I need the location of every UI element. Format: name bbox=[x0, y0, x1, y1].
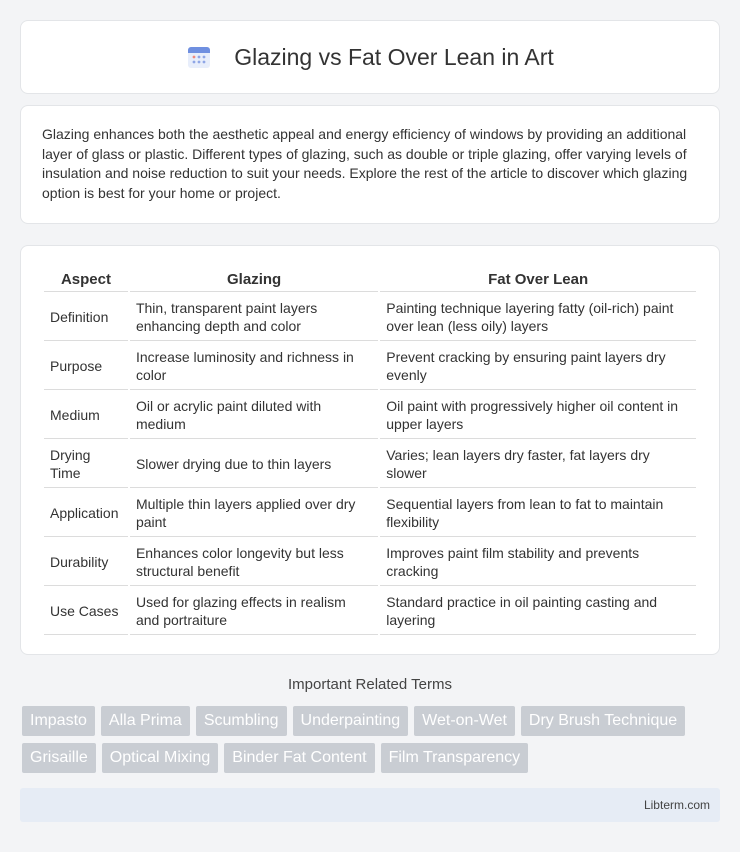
row-fat-over-lean: Painting technique layering fatty (oil-rich) paint over lean (less oily) layers bbox=[380, 294, 696, 341]
table-row bbox=[44, 539, 696, 586]
page-title: Glazing vs Fat Over Lean in Art bbox=[234, 43, 554, 70]
row-glazing: Oil or acrylic paint diluted with medium bbox=[130, 392, 378, 439]
related-term-tag[interactable]: Impasto bbox=[22, 706, 95, 736]
header-fat-over-lean: Fat Over Lean bbox=[380, 268, 696, 292]
row-aspect: Use Cases bbox=[44, 588, 128, 635]
row-aspect: Drying Time bbox=[44, 441, 128, 488]
row-fat-over-lean: Standard practice in oil painting casting and layering bbox=[380, 588, 696, 635]
related-term-tag[interactable]: Dry Brush Technique bbox=[521, 706, 685, 736]
title-wrap bbox=[186, 44, 554, 71]
table-row bbox=[44, 294, 696, 341]
related-term-tag[interactable]: Grisaille bbox=[22, 743, 96, 773]
related-term-tag[interactable]: Binder Fat Content bbox=[224, 743, 374, 773]
row-aspect: Durability bbox=[44, 539, 128, 586]
related-term-tag[interactable]: Wet-on-Wet bbox=[414, 706, 515, 736]
comparison-card bbox=[20, 245, 720, 655]
intro-card bbox=[20, 105, 720, 224]
row-fat-over-lean: Varies; lean layers dry faster, fat layers dry slower bbox=[380, 441, 696, 488]
related-term-tag[interactable]: Scumbling bbox=[196, 706, 287, 736]
related-term-tag[interactable]: Film Transparency bbox=[381, 743, 529, 773]
related-terms-title: Important Related Terms bbox=[288, 676, 452, 693]
related-term-tag[interactable]: Underpainting bbox=[293, 706, 409, 736]
footer-site-link[interactable]: Libterm.com bbox=[643, 798, 710, 812]
table-row bbox=[44, 588, 696, 635]
related-terms-list bbox=[22, 706, 722, 773]
header-aspect: Aspect bbox=[44, 268, 128, 292]
row-fat-over-lean: Improves paint film stability and prevents cracking bbox=[380, 539, 696, 586]
row-glazing: Multiple thin layers applied over dry paint bbox=[130, 490, 378, 537]
row-glazing: Thin, transparent paint layers enhancing depth and color bbox=[130, 294, 378, 341]
row-glazing: Increase luminosity and richness in color bbox=[130, 343, 378, 390]
table-row bbox=[44, 441, 696, 488]
row-aspect: Application bbox=[44, 490, 128, 537]
calendar-grid-icon bbox=[186, 44, 212, 70]
intro-text: Glazing enhances both the aesthetic appeal and energy efficiency of windows by providing an additional layer of glass or plastic. Different types of glazing, such as double or triple glazing, offer varying levels of insulation and noise reduction to suit your needs. Explore the rest of the article to discover which glazing option is best for your home or project. bbox=[42, 126, 688, 201]
header-glazing: Glazing bbox=[130, 268, 378, 292]
row-fat-over-lean: Prevent cracking by ensuring paint layers dry evenly bbox=[380, 343, 696, 390]
row-aspect: Medium bbox=[44, 392, 128, 439]
row-aspect: Definition bbox=[44, 294, 128, 341]
related-term-tag[interactable]: Optical Mixing bbox=[102, 743, 218, 773]
table-row bbox=[44, 392, 696, 439]
row-fat-over-lean: Sequential layers from lean to fat to maintain flexibility bbox=[380, 490, 696, 537]
row-fat-over-lean: Oil paint with progressively higher oil content in upper layers bbox=[380, 392, 696, 439]
row-glazing: Slower drying due to thin layers bbox=[130, 441, 378, 488]
title-card bbox=[20, 20, 720, 94]
table-row bbox=[44, 343, 696, 390]
table-header-row bbox=[44, 268, 696, 292]
comparison-table bbox=[42, 266, 698, 637]
row-aspect: Purpose bbox=[44, 343, 128, 390]
related-term-tag[interactable]: Alla Prima bbox=[101, 706, 190, 736]
table-row bbox=[44, 490, 696, 537]
footer bbox=[20, 788, 720, 822]
row-glazing: Enhances color longevity but less structural benefit bbox=[130, 539, 378, 586]
row-glazing: Used for glazing effects in realism and portraiture bbox=[130, 588, 378, 635]
